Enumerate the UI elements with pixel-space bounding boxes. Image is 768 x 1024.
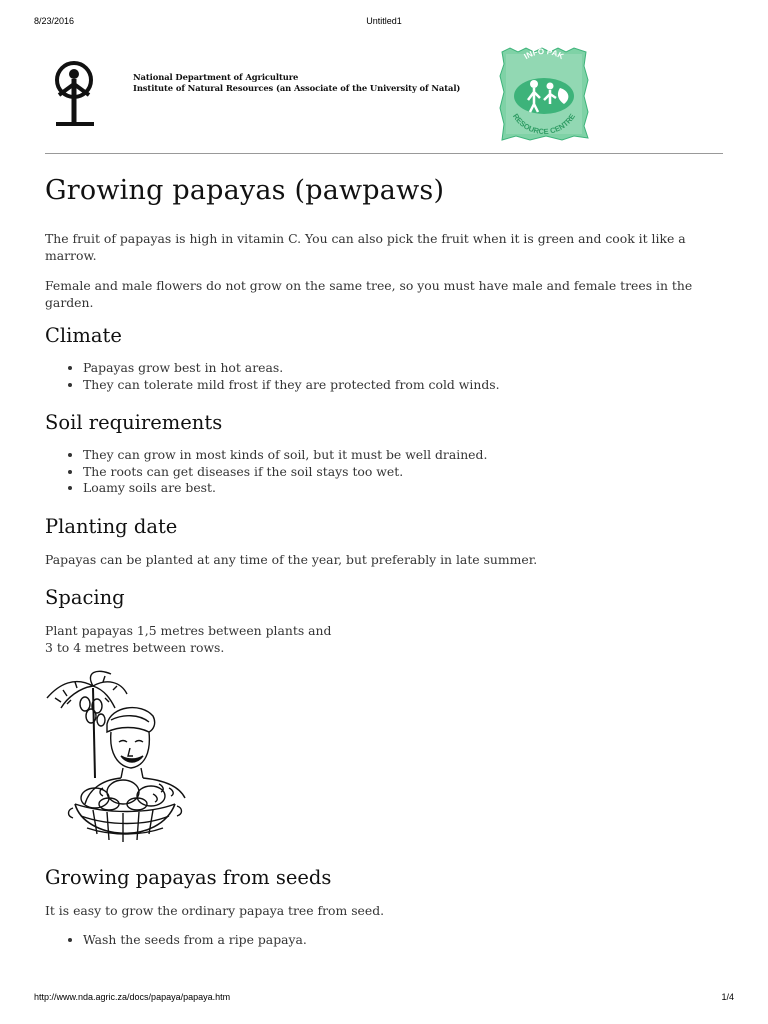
intro-paragraph-1: The fruit of papayas is high in vitamin C. You can also pick the fruit when it is green and cook it like a marrow.	[45, 231, 686, 263]
logo-text-bottom: RESOURCE CENTRE	[511, 112, 577, 137]
list-item: • Papayas grow best in hot areas.	[83, 360, 725, 377]
planting-date-heading: Planting date	[45, 514, 178, 538]
seeds-text: It is easy to grow the ordinary papaya tree from seed.	[45, 902, 385, 918]
department-logo-icon	[46, 60, 104, 130]
soil-heading: Soil requirements	[45, 411, 223, 434]
logo-text-top: INFO PAK	[522, 46, 566, 62]
soil-list	[45, 447, 725, 497]
seeds-heading: Growing papayas from seeds	[45, 865, 332, 889]
print-title: Untitled1	[366, 16, 402, 26]
list-item: • The roots can get diseases if the soil stays too wet.	[83, 464, 725, 481]
print-header	[34, 16, 734, 30]
list-item: • Loamy soils are best.	[83, 480, 725, 497]
climate-heading: Climate	[45, 324, 122, 347]
organization-name	[133, 72, 460, 94]
spacing-line-2: 3 to 4 metres between rows.	[45, 639, 225, 655]
print-date: 8/23/2016	[34, 16, 75, 26]
page-number: 1/4	[721, 992, 734, 1002]
info-pak-resource-centre-logo-icon	[498, 46, 590, 142]
article	[45, 170, 725, 948]
spacing-text	[45, 622, 725, 656]
print-url: http://www.nda.agric.za/docs/papaya/papaya.htm	[34, 992, 231, 1002]
planting-date-text: Papayas can be planted at any time of the year, but preferably in late summer.	[45, 551, 538, 567]
list-item: • Wash the seeds from a ripe papaya.	[83, 932, 725, 949]
seeds-list	[45, 932, 725, 949]
spacing-heading: Spacing	[45, 585, 125, 609]
spacing-line-1: Plant papayas 1,5 metres between plants and	[45, 622, 332, 638]
intro-paragraph-2: Female and male flowers do not grow on the same tree, so you must have male and female trees in the garden.	[45, 278, 693, 310]
woman-with-papaya-basket-illustration	[45, 668, 195, 848]
organization-line-1: National Department of Agriculture	[133, 72, 299, 82]
header-divider	[45, 153, 723, 154]
list-item: • They can grow in most kinds of soil, but it must be well drained.	[83, 447, 725, 464]
climate-list	[45, 360, 725, 393]
print-footer	[34, 992, 734, 1006]
organization-line-2: Institute of Natural Resources (an Associate of the University of Natal)	[133, 83, 461, 93]
page-title: Growing papayas (pawpaws)	[45, 175, 445, 206]
list-item: • They can tolerate mild frost if they are protected from cold winds.	[83, 377, 725, 394]
